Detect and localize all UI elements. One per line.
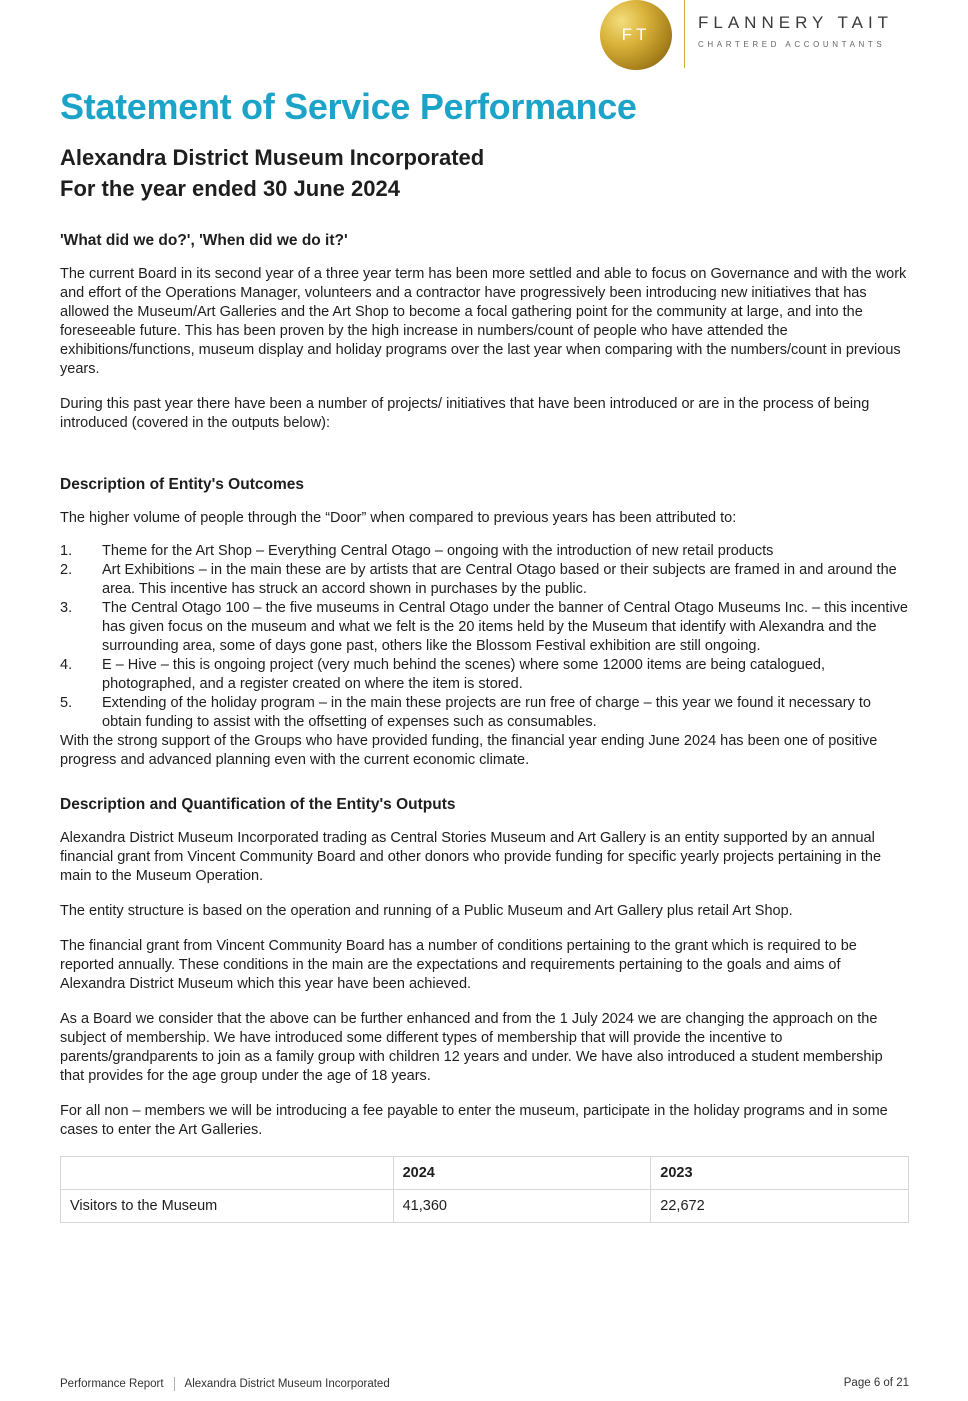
ft-monogram: FT bbox=[600, 0, 672, 70]
page-title: Statement of Service Performance bbox=[60, 86, 637, 127]
footer-report-name: Performance Report bbox=[60, 1378, 164, 1391]
logo-divider bbox=[684, 0, 685, 68]
paragraph: Alexandra District Museum Incorporated trading as Central Stories Museum and Art Gallery is an entity supported by an annual financial grant from Vincent Community Board and other donors who provide funding for specific yearly projects pertaining in the main to the Museum Operation. bbox=[60, 830, 882, 884]
page-subtitle bbox=[60, 142, 909, 204]
list-item bbox=[60, 694, 909, 732]
list-number: 4. bbox=[60, 657, 73, 673]
logo-name: FLANNERY TAIT bbox=[698, 13, 894, 32]
logo-tagline: CHARTERED ACCOUNTANTS bbox=[698, 40, 886, 49]
paragraph: The financial grant from Vincent Community Board has a number of conditions pertaining to the grant which is required to be reported annually. These conditions in the main are the expectations and requirements pertaining to the goals and aims of Alexandra District Museum which this year have been achieved. bbox=[60, 938, 857, 992]
paragraph: With the strong support of the Groups who have provided funding, the financial year ending June 2024 has been one of positive progress and advanced planning even with the current economic climate. bbox=[60, 733, 878, 768]
list-number: 2. bbox=[60, 562, 73, 578]
list-number: 1. bbox=[60, 543, 73, 559]
subtitle-period: For the year ended 30 June 2024 bbox=[60, 176, 400, 201]
list-number: 5. bbox=[60, 695, 73, 711]
paragraph: The higher volume of people through the “Door” when compared to previous years has been attributed to: bbox=[60, 510, 737, 526]
list-text: Extending of the holiday program – in the main these projects are run free of charge – this year we found it necessary to obtain funding to assist with the offsetting of expenses such as consumables. bbox=[102, 695, 871, 730]
paragraph: During this past year there have been a number of projects/ initiatives that have been introduced or are in the process of being introduced (covered in the outputs below): bbox=[60, 396, 870, 431]
table-header-cell bbox=[61, 1157, 394, 1190]
page-content bbox=[60, 84, 909, 1223]
list-item bbox=[60, 656, 909, 694]
table-row bbox=[61, 1190, 909, 1223]
list-item bbox=[60, 542, 909, 561]
list-text: E – Hive – this is ongoing project (very much behind the scenes) where some 12000 items are being catalogued, photographed, and a register created on where the item is stored. bbox=[102, 657, 825, 692]
section-heading-what-when: 'What did we do?', 'When did we do it?' bbox=[60, 232, 348, 249]
subtitle-entity: Alexandra District Museum Incorporated bbox=[60, 145, 485, 170]
list-text: The Central Otago 100 – the five museums in Central Otago under the banner of Central Otago Museums Inc. – this incentive has given focus on the museum and what we felt is the 20 items held by the Museum that identify with Alexandra and the surrounding area, some of days gone past, others like the Blossom Festival exhibition are still ongoing. bbox=[102, 600, 908, 654]
paragraph: For all non – members we will be introducing a fee payable to enter the museum, participate in the holiday programs and in some cases to enter the Art Galleries. bbox=[60, 1103, 888, 1138]
list-text: Theme for the Art Shop – Everything Central Otago – ongoing with the introduction of new retail products bbox=[102, 543, 774, 559]
table-cell: 41,360 bbox=[393, 1190, 651, 1223]
paragraph: The entity structure is based on the operation and running of a Public Museum and Art Gallery plus retail Art Shop. bbox=[60, 903, 793, 919]
table-header-cell: 2024 bbox=[393, 1157, 651, 1190]
visitors-table bbox=[60, 1156, 909, 1223]
footer-entity-name: Alexandra District Museum Incorporated bbox=[184, 1378, 390, 1391]
list-item bbox=[60, 599, 909, 656]
table-cell: 22,672 bbox=[651, 1190, 909, 1223]
table-header-cell: 2023 bbox=[651, 1157, 909, 1190]
list-number: 3. bbox=[60, 600, 73, 616]
footer-separator bbox=[174, 1377, 175, 1391]
list-item bbox=[60, 561, 909, 599]
outcomes-list bbox=[60, 542, 909, 732]
footer-page-number: Page 6 of 21 bbox=[843, 1377, 909, 1389]
table-cell: Visitors to the Museum bbox=[61, 1190, 394, 1223]
footer-left bbox=[60, 1377, 390, 1391]
list-text: Art Exhibitions – in the main these are by artists that are Central Otago based or their subjects are framed in and around the area. This incentive has struck an accord shown in purchases by the public. bbox=[102, 562, 897, 597]
table-header-row bbox=[61, 1157, 909, 1190]
paragraph: As a Board we consider that the above can be further enhanced and from the 1 July 2024 we are changing the approach on the subject of membership. We have introduced some different types of membership that will provide the incentive to parents/grandparents to join as a family group with children 12 years and under. We have also introduced a student membership that provides for the age group under the age of 18 years. bbox=[60, 1011, 883, 1084]
flannery-tait-logo bbox=[600, 0, 920, 70]
section-heading-outcomes: Description of Entity's Outcomes bbox=[60, 476, 304, 493]
paragraph: The current Board in its second year of a three year term has been more settled and able to focus on Governance and with the work and effort of the Operations Manager, volunteers and a contractor have progressively been introducing new initiatives that has allowed the Museum/Art Galleries and the Art Shop to become a focal gathering point for the community at large, and into the foreseeable future. This has been proven by the high increase in numbers/count of people who have attended the exhibitions/functions, museum display and holiday programs over the last year when comparing with the numbers/count in previous years. bbox=[60, 266, 907, 377]
section-heading-outputs: Description and Quantification of the Entity's Outputs bbox=[60, 796, 456, 813]
